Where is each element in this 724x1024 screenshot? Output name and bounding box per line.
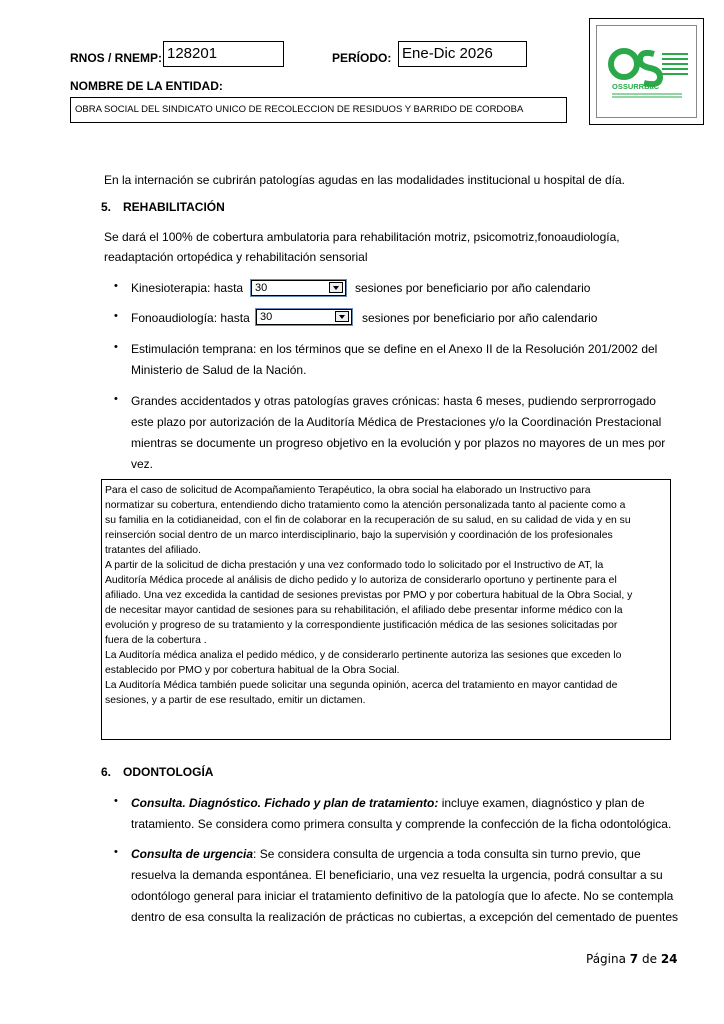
fono-label: Fonoaudiología: hasta: [131, 311, 250, 325]
textbox-line: reinserción social dentro de un marco interdisciplinario, bajo la supervisión y coordinación de los profesionales: [105, 530, 613, 541]
section5-para-line1: Se dará el 100% de cobertura ambulatoria para rehabilitación motriz, psicomotriz,fonoaudiología,: [104, 230, 620, 244]
textbox-line: sesiones, y a partir de ese resultado, emitir un dictamen.: [105, 695, 366, 706]
section5-title: REHABILITACIÓN: [123, 200, 225, 214]
bullet-icon: •: [114, 846, 118, 858]
page-word: Página: [586, 952, 626, 966]
rnos-label: RNOS / RNEMP:: [70, 51, 163, 65]
textbox-line: tratantes del afiliado.: [105, 545, 201, 556]
textbox-line: normatizar su cobertura, entendiendo dicho tratamiento como la atención personalizada tanto al paciente como a: [105, 500, 626, 511]
intro-text: En la internación se cubrirán patologías agudas en las modalidades institucional u hospital de día.: [104, 173, 626, 187]
grandes-line1: Grandes accidentados y otras patologías graves crónicas: hasta 6 meses, pudiendo serprorrogado: [131, 394, 656, 408]
chevron-down-icon[interactable]: [335, 311, 349, 322]
entidad-field[interactable]: OBRA SOCIAL DEL SINDICATO UNICO DE RECOLECCION DE RESIDUOS Y BARRIDO DE CORDOBA: [70, 97, 567, 123]
logo: [596, 25, 697, 118]
consulta-bold: Consulta. Diagnóstico. Fichado y plan de tratamiento:: [131, 796, 439, 810]
textbox-line: Auditoría Médica procede al análisis de dicho pedido y lo autoriza de considerarlo oportuno y pertinente para el: [105, 575, 617, 586]
urgencia-rest: : Se considera consulta de urgencia a toda consulta sin turno previo, que: [253, 847, 641, 861]
bullet-icon: •: [114, 341, 118, 353]
fono-select-value: 30: [260, 311, 273, 323]
page-total: 24: [660, 952, 678, 966]
consulta-line1: [131, 793, 645, 814]
bullet-icon: •: [114, 795, 118, 807]
logo-icon: [602, 42, 692, 102]
section5-number: 5.: [101, 200, 112, 214]
section6-title: ODONTOLOGÍA: [123, 765, 214, 779]
periodo-field[interactable]: Ene-Dic 2026: [398, 41, 527, 67]
textbox-line: afiliado. Una vez excedida la cantidad de sesiones previstas por PMO y por cobertura habitual de la Obra Social, y: [105, 590, 633, 601]
textbox-line: A partir de la solicitud de dicha prestación y una vez conformado todo lo solicitado por el Instructivo de AT, la: [105, 560, 604, 571]
textbox-line: de necesitar mayor cantidad de sesiones para su rehabilitación, el afiliado debe presentar informe médico con la: [105, 605, 623, 616]
consulta-line2: tratamiento. Se considera como primera consulta y comprende la confección de la ficha odontológica.: [131, 817, 672, 831]
kine-label: Kinesioterapia: hasta: [131, 281, 244, 295]
urgencia-bold: Consulta de urgencia: [131, 847, 254, 861]
grandes-line3: mientras se documente un progreso objetivo en la evolución y por plazos no mayores de un mes por: [131, 436, 666, 450]
periodo-label: PERÍODO:: [332, 51, 392, 65]
page-current: 7: [629, 952, 639, 966]
textbox-line: establecido por PMO y por cobertura habitual de la Obra Social.: [105, 665, 400, 676]
urgencia-line3: odontólogo general para iniciar el tratamiento definitivo de la patología que lo afecte. No se contempla: [131, 889, 674, 903]
logo-subtext: OSSURRBaC: [611, 81, 659, 91]
estim-line1: Estimulación temprana: en los términos que se define en el Anexo II de la Resolución 201/2002 del: [131, 342, 658, 356]
logo-frame: [589, 18, 704, 125]
acompanamiento-textbox[interactable]: [101, 479, 671, 740]
grandes-line2: este plazo por autorización de la Auditoría Médica de Prestaciones y/o la Coordinación Prestacional: [131, 415, 662, 429]
kine-suffix: sesiones por beneficiario por año calendario: [355, 281, 591, 295]
textbox-line: La Auditoría Médica también puede solicitar una segunda opinión, acerca del tratamiento en mayor cantidad de: [105, 680, 618, 691]
grandes-line4: vez.: [131, 457, 154, 471]
fono-select[interactable]: [256, 309, 352, 325]
consulta-rest: incluye examen, diagnóstico y plan de: [438, 796, 645, 810]
estim-line2: Ministerio de Salud de la Nación.: [131, 363, 307, 377]
bullet-icon: •: [114, 310, 118, 322]
textbox-line: Para el caso de solicitud de Acompañamiento Terapéutico, la obra social ha elaborado un Instructivo para: [105, 485, 591, 496]
bullet-icon: •: [114, 280, 118, 292]
kine-select-value: 30: [255, 282, 268, 294]
fono-suffix: sesiones por beneficiario por año calendario: [362, 311, 598, 325]
textbox-line: La Auditoría médica analiza el pedido médico, y de considerarlo pertinente autoriza las sesiones que exceden lo: [105, 650, 622, 661]
urgencia-line4: dentro de esa consulta la realización de prácticas no cubiertas, a excepción del cementado de puentes: [131, 910, 679, 924]
bullet-icon: •: [114, 393, 118, 405]
chevron-down-icon[interactable]: [329, 282, 343, 293]
urgencia-line2: resuelva la demanda espontánea. El beneficiario, una vez resuelta la urgencia, podrá consultar a su: [131, 868, 663, 882]
page-of: de: [641, 952, 657, 966]
page-number: [586, 952, 678, 966]
textbox-line: evolución y progreso de su tratamiento y la correspondiente justificación médica de las sesiones solicitadas por: [105, 620, 618, 631]
section5-para-line2: readaptación ortopédica y rehabilitación sensorial: [104, 250, 368, 264]
textbox-line: su familia en la cotidianeidad, con el fin de colaborar en la recuperación de su salud, en su calidad de vida y en su: [105, 515, 631, 526]
kine-select[interactable]: [251, 280, 346, 296]
urgencia-line1: [131, 844, 641, 865]
rnos-field[interactable]: 128201: [163, 41, 284, 67]
textbox-line: fuera de la cobertura .: [105, 635, 207, 646]
entidad-label: NOMBRE DE LA ENTIDAD:: [70, 79, 223, 93]
section6-number: 6.: [101, 765, 112, 779]
